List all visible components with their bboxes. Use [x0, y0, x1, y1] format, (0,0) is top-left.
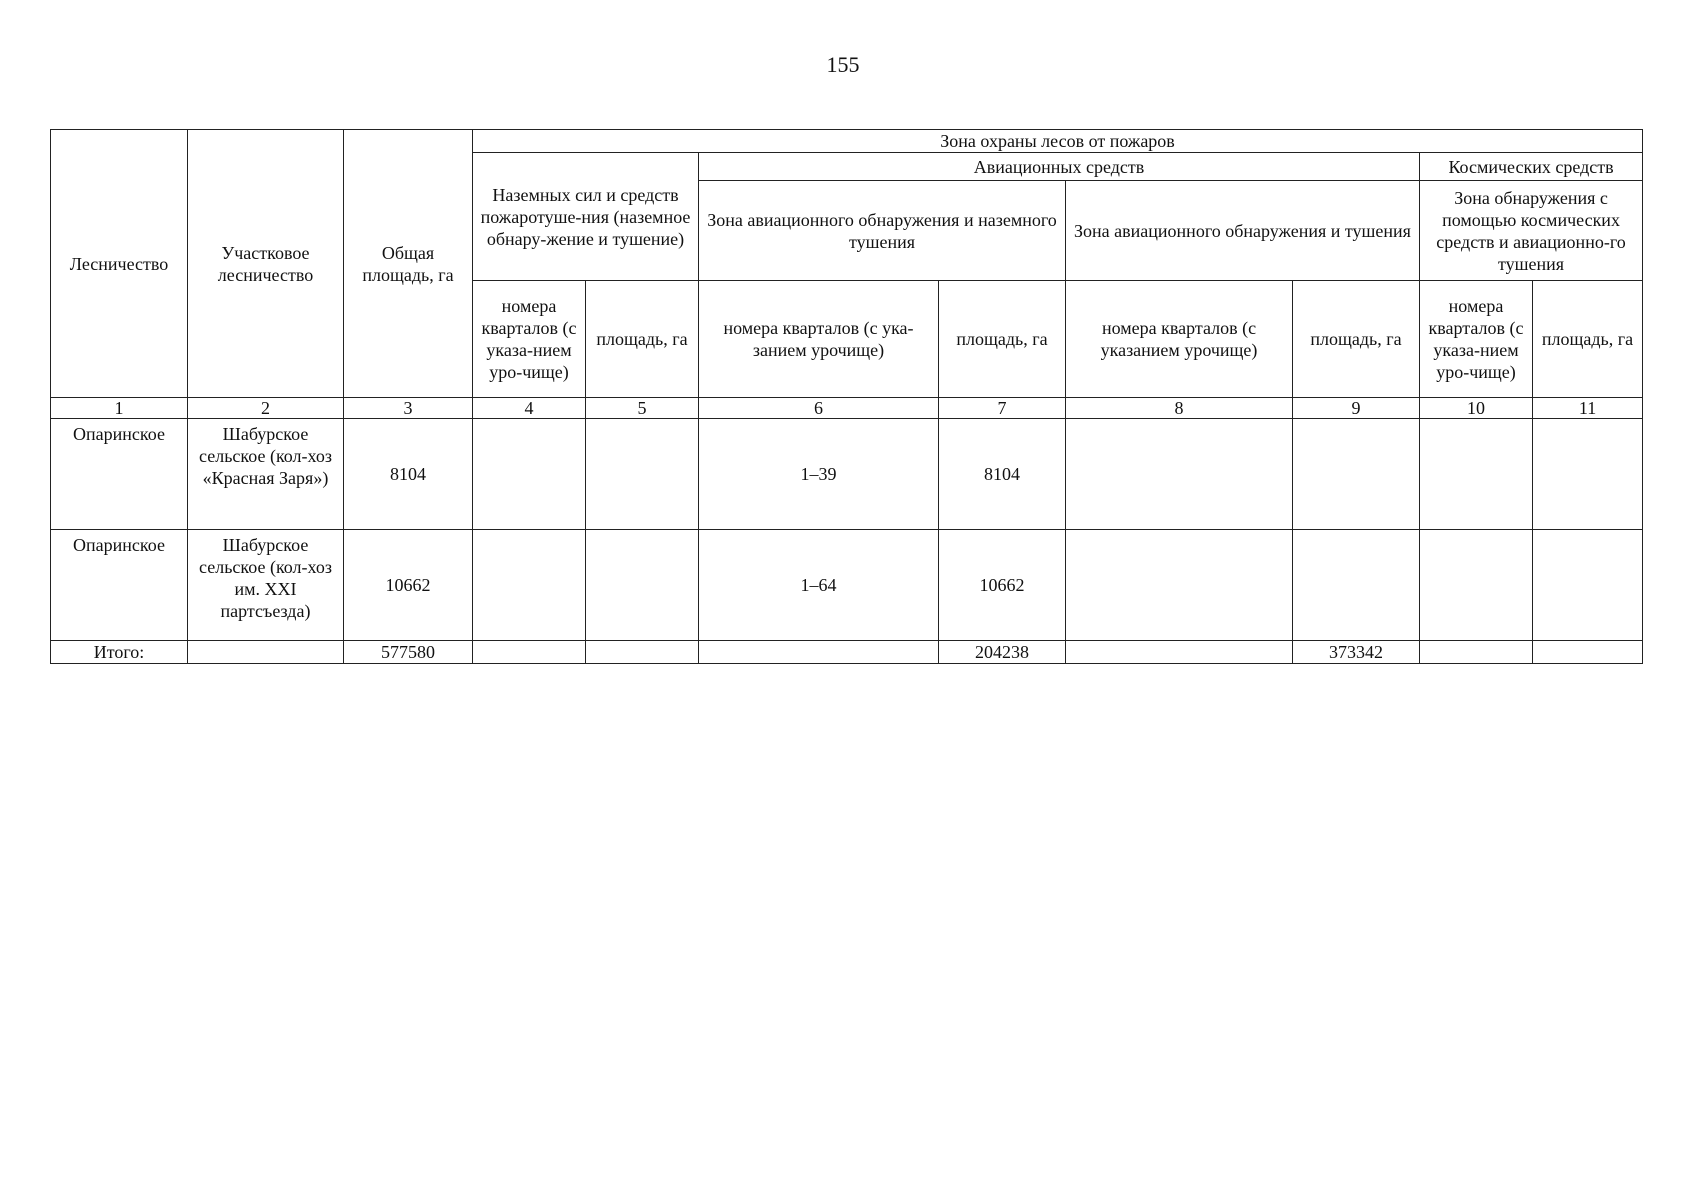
totals-total-area: 577580 — [344, 641, 473, 664]
cell-aviation-ground-quarters: 1–64 — [699, 530, 939, 641]
cell-aviation-quarters — [1066, 419, 1293, 530]
header-ground-forces: Наземных сил и средств пожаротуше-ния (наземное обнару-жение и тушение) — [473, 153, 699, 281]
cell-space-area — [1533, 419, 1643, 530]
totals-space-quarters — [1420, 641, 1533, 664]
totals-aviation-ground-area: 204238 — [939, 641, 1066, 664]
header-area-space: площадь, га — [1533, 281, 1643, 398]
cell-aviation-ground-area: 8104 — [939, 419, 1066, 530]
header-area-ground: площадь, га — [586, 281, 699, 398]
cell-space-area — [1533, 530, 1643, 641]
fire-protection-table — [50, 129, 1643, 664]
header-forestry: Лесничество — [51, 130, 188, 398]
cell-district: Шабурское сельское (кол-хоз «Красная Заря») — [188, 419, 344, 530]
totals-aviation-quarters — [1066, 641, 1293, 664]
header-quarters-aviation: номера кварталов (с указанием урочище) — [1066, 281, 1293, 398]
cell-space-quarters — [1420, 530, 1533, 641]
header-quarters-aviation-ground: номера кварталов (с ука-занием урочище) — [699, 281, 939, 398]
cell-ground-quarters — [473, 419, 586, 530]
cell-aviation-quarters — [1066, 530, 1293, 641]
header-space: Космических средств — [1420, 153, 1643, 181]
cell-district: Шабурское сельское (кол-хоз им. XXI партсъезда) — [188, 530, 344, 641]
cell-forestry: Опаринское — [51, 419, 188, 530]
totals-aviation-area: 373342 — [1293, 641, 1420, 664]
header-total-area: Общая площадь, га — [344, 130, 473, 398]
cell-aviation-ground-quarters: 1–39 — [699, 419, 939, 530]
column-number: 4 — [473, 398, 586, 419]
cell-total-area: 8104 — [344, 419, 473, 530]
header-space-zone: Зона обнаружения с помощью космических средств и авиационно-го тушения — [1420, 181, 1643, 281]
totals-ground-quarters — [473, 641, 586, 664]
cell-space-quarters — [1420, 419, 1533, 530]
totals-row — [51, 641, 1643, 664]
column-number: 5 — [586, 398, 699, 419]
totals-district — [188, 641, 344, 664]
header-aviation-ground-zone: Зона авиационного обнаружения и наземного тушения — [699, 181, 1066, 281]
column-number: 2 — [188, 398, 344, 419]
cell-ground-area — [586, 530, 699, 641]
header-district-forestry: Участковое лесничество — [188, 130, 344, 398]
column-number: 6 — [699, 398, 939, 419]
cell-aviation-area — [1293, 419, 1420, 530]
header-quarters-space: номера кварталов (с указа-нием уро-чище) — [1420, 281, 1533, 398]
totals-space-area — [1533, 641, 1643, 664]
column-number: 3 — [344, 398, 473, 419]
cell-aviation-area — [1293, 530, 1420, 641]
header-row-1 — [51, 130, 1643, 153]
header-aviation-zone: Зона авиационного обнаружения и тушения — [1066, 181, 1420, 281]
totals-label: Итого: — [51, 641, 188, 664]
header-area-aviation: площадь, га — [1293, 281, 1420, 398]
cell-forestry: Опаринское — [51, 530, 188, 641]
header-area-aviation-ground: площадь, га — [939, 281, 1066, 398]
cell-aviation-ground-area: 10662 — [939, 530, 1066, 641]
table-row — [51, 419, 1643, 530]
totals-ground-area — [586, 641, 699, 664]
column-number: 11 — [1533, 398, 1643, 419]
totals-aviation-ground-quarters — [699, 641, 939, 664]
column-number: 7 — [939, 398, 1066, 419]
table-row — [51, 530, 1643, 641]
column-number-row — [51, 398, 1643, 419]
page-number: 155 — [826, 52, 860, 77]
header-quarters-ground: номера кварталов (с указа-нием уро-чище) — [473, 281, 586, 398]
column-number: 10 — [1420, 398, 1533, 419]
column-number: 1 — [51, 398, 188, 419]
cell-total-area: 10662 — [344, 530, 473, 641]
cell-ground-quarters — [473, 530, 586, 641]
column-number: 8 — [1066, 398, 1293, 419]
cell-ground-area — [586, 419, 699, 530]
header-aviation: Авиационных средств — [699, 153, 1420, 181]
column-number: 9 — [1293, 398, 1420, 419]
header-protection-zone: Зона охраны лесов от пожаров — [473, 130, 1643, 153]
